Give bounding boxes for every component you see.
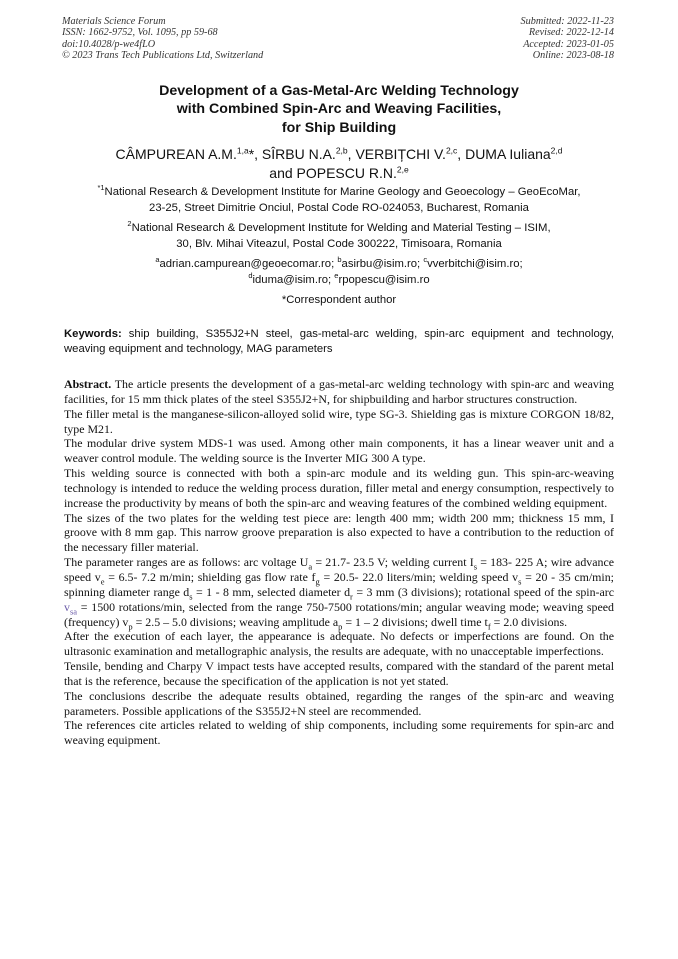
author-name: and POPESCU R.N. xyxy=(269,164,397,181)
abstract-label: Abstract. xyxy=(64,377,112,391)
affiliation-1: $^{*1}$National Research & Development Institute for Marine Geology and Geoecology – GeoEcoMar, 23-25, Street Dimitrie Onciul, Postal Code RO-024053, Bucharest, Romania xyxy=(97,183,581,214)
journal-copyright: © 2023 Trans Tech Publications Ltd, Switzerland xyxy=(62,50,264,62)
author-affiliation: 2,d xyxy=(550,145,563,156)
title-line-2: with Combined Spin-Arc and Weaving Facilities, xyxy=(176,101,502,118)
title-line-1: Development of a Gas-Metal-Arc Welding Technology xyxy=(159,83,519,99)
date-revised: Revised: 2022-12-14 xyxy=(528,27,614,39)
date-online: Online: 2023-08-18 xyxy=(532,50,614,62)
abstract-paragraph: The sizes of the two plates for the welding test piece are: length 400 mm; width 200 mm; thickness 15 mm, I groove with 8 mm gap. This narrow groove preparation is also expected to have a contribution to the reduction of the necessary filler material. xyxy=(64,510,614,555)
keywords-section xyxy=(64,327,614,358)
spin-arc-speed-symbol: $v_{sa}$ xyxy=(64,599,78,617)
email-link[interactable]: iduma@isim.ro; xyxy=(252,273,335,286)
abstract-paragraph: The conclusions describe the adequate results obtained, regarding the ranges of the spin-arc and weaving parameters. Possible applications of the S355J2+N steel are recommended. xyxy=(64,688,614,718)
publication-dates xyxy=(521,16,614,62)
abstract-paragraph: Tensile, bending and Charpy V impact tests have accepted results, compared with the standard of the parent metal that is the reference, because the specification of the application is not yet stated. xyxy=(64,659,614,688)
title-line-3: for Ship Building xyxy=(281,119,397,136)
abstract-paragraph-parameters: The parameter ranges are as follows: arc voltage $U_a = 21.7-$ 23.5 V; welding current $I_s = 183-$ 225 A; wire advance speed $v_e = 6.5-$ 7.2 m/min; shielding gas flow rate $f_g = 20.5-$ 22.0 liters/min; welding speed $v_s = 20 - 35$ cm/min; spinning diameter range $d_s = 1 - 8$ mm, selected diameter $d_r = 3$ mm (3 divisions); rotational speed of the spin-arc $v_{sa} = 1500$ rotations/min, selected from the range 750-7500 rotations/min; angular weaving mode; weaving speed (frequency) $v_p = 2.5 - 5.0$ divisions; weaving amplitude $a_p = 1 - 2$ divisions; dwell time $t_f = 2.0$ divisions. xyxy=(64,555,615,631)
author-name: CÂMPUREAN A.M. xyxy=(115,146,237,162)
abstract-paragraph: The filler metal is the manganese-silicon-alloyed solid wire, type SG-3. Shielding gas is mixture CORGON 18/82, type M21. xyxy=(64,406,614,436)
paper-title xyxy=(0,82,678,137)
authors-line-2 xyxy=(0,164,678,183)
email-link[interactable]: adrian.campurean@geoecomar.ro; xyxy=(159,258,338,270)
email-link[interactable]: rpopescu@isim.ro xyxy=(338,273,430,286)
abstract-paragraph: The references cite articles related to welding of ship components, including some requirements for spin-arc and weaving equipment. xyxy=(64,718,614,748)
author-name: SÎRBU N.A. xyxy=(261,146,336,162)
authors-line-1: CÂMPUREAN A.M.$^{1,a}$*, SÎRBU N.A.$^{2,b}$, VERBIȚCHI V.$^{2,c}$, DUMA Iuliana$^{2,d}$ xyxy=(115,145,563,162)
affiliation-marker: 2 xyxy=(127,219,132,229)
journal-issn: ISSN: 1662-9752, Vol. 1095, pp 59-68 xyxy=(62,27,218,39)
journal-name: Materials Science Forum xyxy=(62,16,166,27)
journal-doi[interactable]: doi:10.4028/p-we4fLO xyxy=(62,38,156,50)
author-affiliation: 2,b xyxy=(335,145,348,156)
correspondent-note: *Correspondent author xyxy=(281,294,397,306)
abstract-paragraph: This welding source is connected with both a spin-arc module and its welding gun. This spin-arc-weaving technology is intended to reduce the welding process duration, filler metal and energy consumption, respectively to increase the productivity by means of both the spin-arc and weaving features of the combined welding equipment. xyxy=(64,466,614,510)
author-affiliation: 2,c xyxy=(445,145,458,156)
keywords-label: Keywords: xyxy=(64,328,122,340)
corresponding-mark: * xyxy=(248,146,255,162)
abstract-paragraph: After the execution of each layer, the appearance is adequate. No defects or imperfections are found. On the ultrasonic examination and metallographic analysis, the results are adequate, with no unacceptable imperfections. xyxy=(64,629,614,659)
abstract-section xyxy=(64,377,614,748)
date-accepted: Accepted: 2023-01-05 xyxy=(523,38,614,50)
abstract-paragraph: The modular drive system MDS-1 was used. Among other main components, it has a linear weaver unit and a weaver control module. The welding source is the Inverter MIG 300 A type. xyxy=(64,436,614,466)
keywords-text: ship building, S355J2+N steel, gas-metal-arc welding, spin-arc equipment and technology, weaving equipment and technology, MAG parameters xyxy=(64,328,614,356)
affiliation-2: $^2$National Research & Development Institute for Welding and Material Testing – ISIM, 30, Blv. Mihai Viteazul, Postal Code 300222, Timisoara, Romania xyxy=(127,219,551,250)
email-link[interactable]: asirbu@isim.ro; xyxy=(341,258,424,270)
email-link[interactable]: vverbitchi@isim.ro; xyxy=(427,258,523,270)
author-name: DUMA Iuliana xyxy=(465,146,551,162)
affiliation-marker: *1 xyxy=(97,183,105,193)
author-emails: $^a$adrian.campurean@geoecomar.ro; $^b$asirbu@isim.ro; $^c$vverbitchi@isim.ro; $^d$iduma@isim.ro; $^e$rpopescu@isim.ro xyxy=(155,255,523,286)
author-list xyxy=(0,145,678,182)
author-affiliation: 1,a xyxy=(236,145,249,156)
author-affiliation: 2,e xyxy=(396,163,409,174)
abstract-paragraph: Abstract. The article presents the development of a gas-metal-arc welding technology with spin-arc and weaving facilities, for 15 mm thick plates of the steel S355J2+N, for shipbuilding and harbor structures construction. xyxy=(64,377,614,406)
author-name: VERBIȚCHI V. xyxy=(355,146,446,162)
date-submitted: Submitted: 2022-11-23 xyxy=(520,16,614,27)
journal-info xyxy=(62,16,263,62)
